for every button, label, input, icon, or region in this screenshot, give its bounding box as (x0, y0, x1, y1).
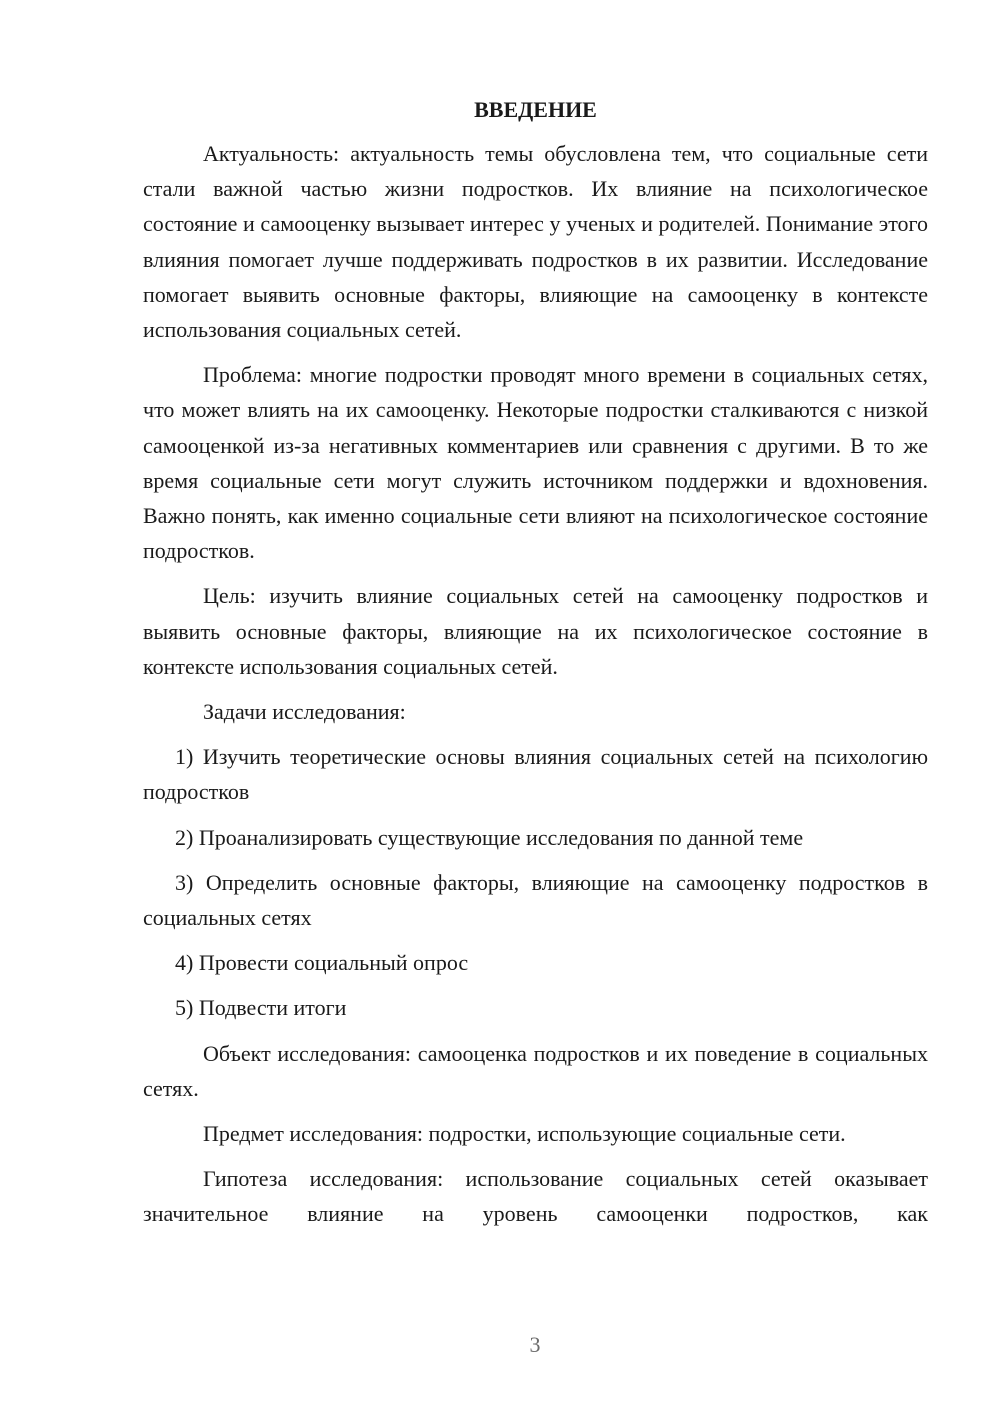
paragraph-hypothesis: Гипотеза исследования: использование социальных сетей оказывает значительное влияние на уровень самооценки подростков, как (143, 1166, 928, 1227)
task-item-2: 2) Проанализировать существующие исследования по данной теме (175, 824, 804, 850)
task-item-4: 4) Провести социальный опрос (175, 950, 469, 976)
document-page (143, 96, 928, 1242)
page-title: ВВЕДЕНИЕ (474, 97, 597, 122)
tasks-heading: Задачи исследования: (203, 699, 406, 725)
paragraph-subject: Предмет исследования: подростки, использующие социальные сети. (203, 1121, 846, 1147)
task-item-1: 1) Изучить теоретические основы влияния социальных сетей на психологию подростков (143, 744, 928, 805)
task-item-3: 3) Определить основные факторы, влияющие на самооценку подростков в социальных сетях (143, 869, 928, 931)
paragraph-relevance: Актуальность: актуальность темы обусловлена тем, что социальные сети стали важной частью жизни подростков. Их влияние на психологическое состояние и самооценку вызывает интерес у ученых и родителей. Понимание этого влияния помогает лучше поддерживать подростков в их развитии. Исследование помогает выявить основные факторы, влияющие на самооценку в контексте использования социальных сетей. (143, 141, 928, 343)
paragraph-goal: Цель: изучить влияние социальных сетей на самооценку подростков и выявить основные факторы, влияющие на их психологическое состояние в контексте использования социальных сетей. (143, 583, 928, 679)
paragraph-problem: Проблема: многие подростки проводят много времени в социальных сетях, что может влиять на их самооценку. Некоторые подростки сталкиваются с низкой самооценкой из-за негативных комментариев или сравнения с другими. В то же время социальные сети могут служить источником поддержки и вдохновения. Важно понять, как именно социальные сети влияют на психологическое состояние подростков. (143, 362, 928, 564)
page-number: 3 (529, 1332, 541, 1357)
task-item-5: 5) Подвести итоги (175, 995, 347, 1021)
paragraph-object: Объект исследования: самооценка подростков и их поведение в социальных сетях. (143, 1040, 928, 1101)
